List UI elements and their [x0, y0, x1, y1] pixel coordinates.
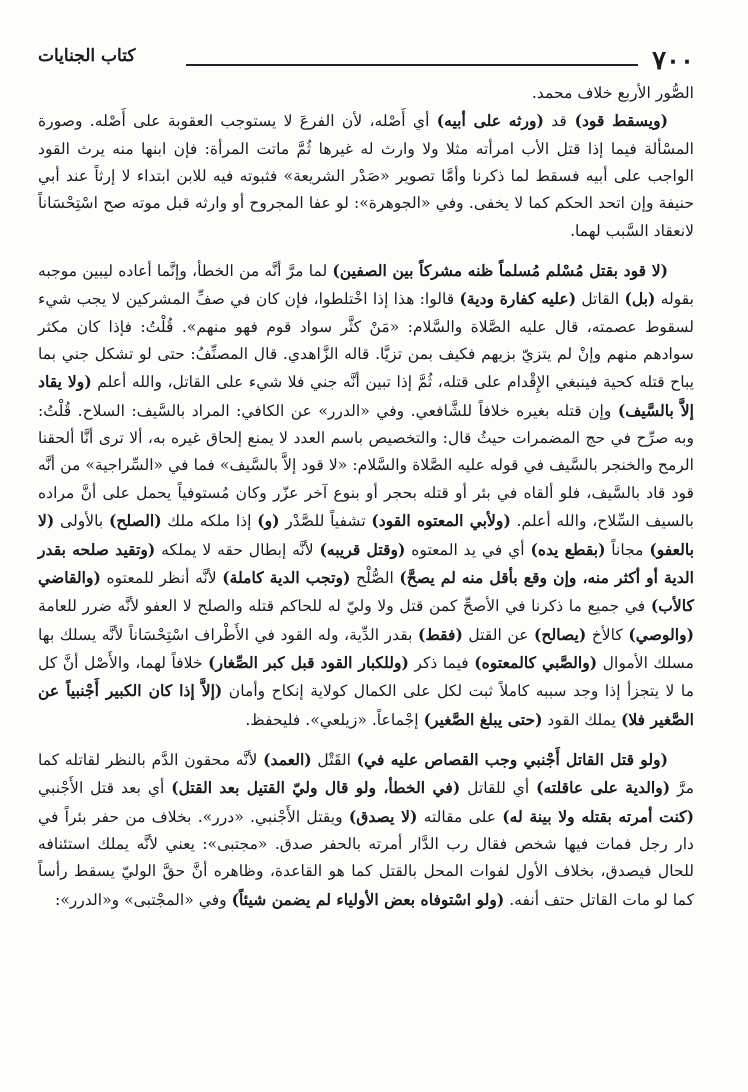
bold-matn-text: (فقط): [417, 624, 463, 644]
bold-matn-text: (وقتل قريبه): [319, 539, 406, 559]
commentary-text: خلافاً لهما، والأَصْل أنَّ كل ما لا يتجزأ إذا وجد سببه كاملاً ثبت لكل على الكمال كولاية إنكاح وأمان: [38, 653, 694, 701]
commentary-text: مجاناً: [605, 540, 650, 559]
commentary-text: في جميع ما ذكرنا في الأصحِّ كمن قتل ولا وليّ له للحاكم قتله والصلح لا العفو لأنَّه ضرر للعامة: [38, 597, 651, 616]
bold-matn-text: (وتجب الدية كاملة): [222, 567, 351, 587]
commentary-text: قد: [543, 112, 567, 131]
commentary-text: لما مرَّ أنَّه من الخطأ، وإنَّما أعاده ليبين موجبه بقوله: [38, 262, 694, 309]
bold-matn-text: (كنت أمرته بقتله ولا بينة له): [502, 806, 694, 826]
bold-matn-text: (ولا يقاد إلاَّ بالسَّيف): [38, 372, 694, 420]
page-header: [38, 40, 694, 80]
bold-matn-text: (والوصي): [628, 624, 694, 644]
commentary-text: أي للقاتل: [460, 779, 537, 798]
bold-matn-text: (وتقيد صلحه بقدر الدية أو أكثر منه، وإن وقع بأقل منه لم يصحَّ): [38, 539, 695, 587]
commentary-text: إجْماعاً. «زيلعي». فليحفظ.: [245, 710, 424, 729]
bold-matn-text: (ولو اسْتوفاه بعض الأولياء لم يضمن شيئاً): [231, 889, 505, 909]
page-body: [38, 80, 694, 914]
running-title: كتاب الجنايات: [38, 46, 136, 66]
bold-matn-text: (عليه كفارة ودية): [459, 289, 577, 309]
bold-matn-text: (ولأبي المعتوه القود): [371, 511, 511, 531]
commentary-text: ويقتل الأَجْنبي. «درر». بخلاف من حفر بئراً في دار رجل فمات فيها شخص فقال رب الدَّار أمرته بالحفر صدق. «مجتبى»: يعني لأنَّه يملك استئنافه للحال فيصدق، بخلاف الأول لفوات المحل بالقتل كما هو القاعدة، وظاهره أنَّ حقَّ الوليّ يسقط رأساً كما لو مات القاتل حتف أنفه.: [38, 807, 694, 909]
commentary-text: بقدر الدِّية، وله القود في الأَطْراف اسْتِحْسَاناً لأنَّه يسلك بها مسلك الأموال: [38, 625, 695, 672]
bold-matn-text: (والقاضي كالأب): [38, 567, 694, 616]
paragraph: [38, 80, 694, 107]
header-rule: [186, 64, 638, 66]
commentary-text: لأنَّه إبطال حقه لا يملكه: [155, 540, 320, 559]
commentary-text: وفي «المجْتبى» و«الدرر»:: [54, 890, 232, 909]
commentary-text: الصُّلْح: [350, 568, 400, 587]
bold-matn-text: (ورثه على أبيه): [436, 111, 544, 131]
bold-matn-text: (الصلح): [108, 511, 162, 531]
commentary-text: كالأخ: [586, 625, 629, 644]
bold-matn-text: (لا قود بقتل مُسْلم مُسلماً ظنه مشركاً بين الصفين): [332, 261, 669, 281]
page-number: ٧٠٠: [652, 46, 694, 76]
bold-matn-text: (في الخطأ، ولو قال وليّ القتيل بعد القتل): [171, 778, 461, 798]
commentary-text: القَتْل: [311, 750, 357, 769]
commentary-text: أي في يد المعتوه: [405, 540, 531, 559]
bold-matn-text: (بل): [624, 289, 656, 309]
commentary-text: وإن قتله بغيره خلافاً للشَّافعي. وفي «الدرر» عن الكافي: المراد بالسَّيف: السلاح. قُلْتُ: وبه صرِّح في حج المضمرات حيثُ قال: والتخصيص باسم العدد لا يمنع إلحاق غيره به، ألا ترى أنَّا ألحقنا الرمح والخنجر بالسَّيف في قوله عليه الصَّلاة والسَّلام: «لا قود إلاَّ بالسَّيف» فما في «السِّراجية» من أنَّه قود قاد بالسَّيف، فلو ألقاه في بئر أو قتله بحجر أو بنوع آخر عزّر وكان مُستوفياً يحمل على أنَّ مراده بالسيف السِّلاح، والله أعلم.: [38, 401, 694, 531]
bold-matn-text: (إلاَّ إذا كان الكبير أَجْنبياً عن الصَّغير فلا): [38, 681, 694, 729]
bold-matn-text: (لا بالعفو): [38, 511, 694, 559]
bold-matn-text: (والدية على عاقلته): [536, 778, 671, 798]
paragraph: [38, 257, 694, 734]
commentary-text: أي أَصْله، لأن الفرعَ لا يستوجب العقوبة على أَصْله. وصورة المسْألة فيما إذا قتل الأب امرأته مثلا ولا وارث له غيرها ثُمَّ ماتت المرأة: فإن ابنها منه يرث القود الواجب على أبيه فسقط لما ذكرنا وأمَّا تصوير «صَدْر الشريعة» فثبوته فيه للابن ابتداء لا إرثاً عند أبي حنيفة وإن اتحد الحكم كما لا يخفى. وفي «الجوهرة»: لو عفا المجروح أو وارثه قبل موته صح اسْتِحْسَاناً لانعقاد السَّبب لهما.: [38, 112, 694, 240]
paragraph: [38, 107, 694, 245]
bold-matn-text: (و): [257, 511, 280, 531]
bold-matn-text: (يصالح): [534, 624, 587, 644]
commentary-text: على مقالته: [417, 807, 503, 826]
commentary-text: أي بعد قتل الأَجْنبي: [38, 779, 172, 798]
commentary-text: قالوا: هذا إذا اخْتلطوا، فإن كان في صفِّ المشركين لا يجب شيء لسقوط عصمته، قال عليه الصَّلاة والسَّلام: «مَنْ كثَّر سواد قوم فهو منهم». قُلْتُ: فإذا كان مكثر سوادهم منهم وإنْ لم يتزيّ بزيهم فكيف بمن تزيَّا. قاله الزَّاهدي. قال المصنِّفُ: حتى لو تشكل جني بما يباح قتله كحية فينبغي الإِقْدام على قتله، ثُمَّ إذا تبين أنَّه جني فلا شيء على القاتل، والله أعلم: [38, 290, 695, 392]
paragraph: [38, 746, 694, 914]
commentary-text: بالأولى: [54, 512, 109, 531]
commentary-text: القاتل: [576, 290, 625, 309]
bold-matn-text: (وللكبار القود قبل كبر الصِّغار): [208, 652, 409, 672]
commentary-text: يملك القود: [542, 710, 621, 729]
bold-matn-text: (ويسقط قود): [566, 111, 668, 131]
bold-matn-text: (حتى يبلغ الصَّغير): [423, 709, 543, 729]
bold-matn-text: (لا يصدق): [348, 806, 418, 826]
bold-matn-text: (والصَّبي كالمعتوه): [474, 652, 598, 672]
commentary-text: الصُّور الأربع خلاف محمد.: [531, 84, 694, 102]
bold-matn-text: (ولو قتل القاتل أَجْنبي وجب القصاص عليه في): [356, 749, 668, 769]
commentary-text: إذا ملكه ملك: [161, 512, 258, 531]
commentary-text: لأنَّه أنظر للمعتوه: [100, 568, 223, 587]
commentary-text: لأنَّه محقون الدَّم بالنظر لقاتله كما مرَّ: [38, 750, 694, 798]
bold-matn-text: (بقطع يده): [530, 539, 606, 559]
bold-matn-text: (العمد): [263, 749, 312, 769]
commentary-text: تشفياً للصَّدْر: [279, 512, 372, 531]
commentary-text: فيما ذكر: [408, 653, 475, 672]
commentary-text: عن القتل: [462, 625, 535, 644]
